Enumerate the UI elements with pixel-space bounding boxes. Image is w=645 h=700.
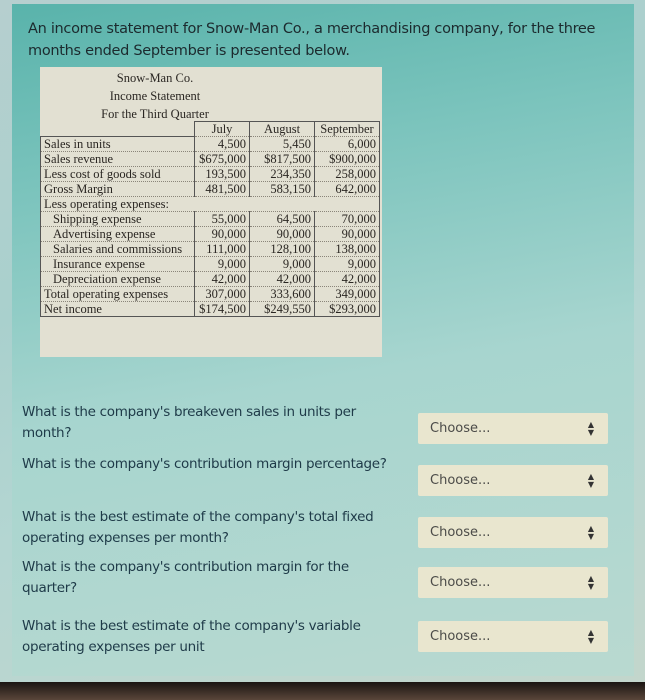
select-value: Choose... [430,473,491,488]
col-july: July [195,122,250,137]
select-breakeven-units[interactable] [418,413,608,444]
company-name: Snow-Man Co. [116,71,194,85]
table-row: Less operating expenses: [41,197,380,212]
updown-arrows-icon: ▲ ▼ [587,627,594,645]
monitor-bezel [0,682,645,700]
updown-arrows-icon: ▲ ▼ [587,419,594,437]
income-statement [40,67,382,357]
updown-arrows-icon: ▲ ▼ [587,471,594,489]
select-value: Choose... [430,629,491,644]
updown-arrows-icon: ▲ ▼ [587,573,594,591]
col-august: August [250,122,315,137]
table-row: Sales revenue $675,000 $817,500 $900,000 [41,152,380,167]
intro-text: An income statement for Snow-Man Co., a merchandising company, for the three months ended September is presented below. [28,21,596,59]
table-row: Sales in units 4,500 5,450 6,000 [41,137,380,152]
table-row: Net income $174,500 $249,550 $293,000 [41,302,380,317]
select-variable-expenses[interactable] [418,621,608,652]
select-cm-quarter[interactable] [418,567,608,598]
table-row: Insurance expense 9,000 9,000 9,000 [41,257,380,272]
question-cm-quarter: What is the company's contribution margin for the quarter? [22,559,349,596]
table-row: Depreciation expense 42,000 42,000 42,000 [41,272,380,287]
col-september: September [315,122,380,137]
table-row: Gross Margin 481,500 583,150 642,000 [41,182,380,197]
select-value: Choose... [430,421,491,436]
question-cm-percentage: What is the company's contribution margin percentage? [22,456,387,472]
table-header-row [41,122,380,137]
income-table [40,121,380,317]
statement-header [40,67,270,123]
question-fixed-expenses: What is the best estimate of the company's total fixed operating expenses per month? [22,509,374,546]
select-value: Choose... [430,525,491,540]
question-breakeven-units: What is the company's breakeven sales in units per month? [22,404,356,441]
select-value: Choose... [430,575,491,590]
question-variable-expenses: What is the best estimate of the company's variable operating expenses per unit [22,618,361,655]
statement-period: For the Third Quarter [101,107,209,121]
select-cm-percentage[interactable] [418,465,608,496]
updown-arrows-icon: ▲ ▼ [587,523,594,541]
table-row: Salaries and commissions 111,000 128,100 138,000 [41,242,380,257]
table-row: Advertising expense 90,000 90,000 90,000 [41,227,380,242]
table-row: Less cost of goods sold 193,500 234,350 258,000 [41,167,380,182]
table-row: Shipping expense 55,000 64,500 70,000 [41,212,380,227]
table-row: Total operating expenses 307,000 333,600 349,000 [41,287,380,302]
select-fixed-expenses[interactable] [418,517,608,548]
statement-title: Income Statement [109,89,201,103]
